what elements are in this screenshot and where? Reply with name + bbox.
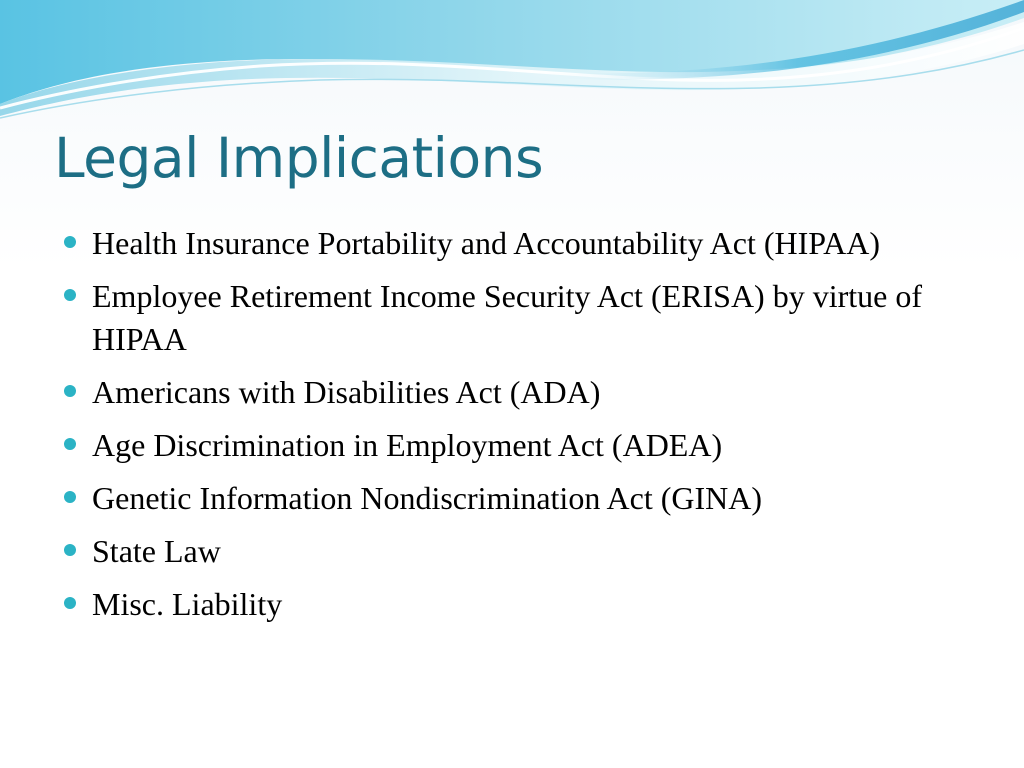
bullet-dot-icon [64,289,76,301]
bullet-text: Age Discrimination in Employment Act (ADEA) [92,427,723,463]
bullet-item-hipaa [62,222,962,265]
bullet-text: Genetic Information Nondiscrimination Act (GINA) [92,480,763,516]
bullet-dot-icon [64,438,76,450]
bullet-item-gina [62,477,962,520]
bullet-item-state-law [62,530,962,573]
bullet-dot-icon [64,544,76,556]
bullet-text: Employee Retirement Income Security Act (ERISA) by virtue of HIPAA [92,278,922,357]
slide-title: Legal Implications [54,126,544,190]
bullet-item-misc-liability [62,583,962,626]
bullet-item-ada [62,371,962,414]
bullet-text: Americans with Disabilities Act (ADA) [92,374,601,410]
bullet-item-adea [62,424,962,467]
bullet-dot-icon [64,491,76,503]
header-wave-decoration [0,0,1024,130]
bullet-item-erisa [62,275,962,361]
bullet-dot-icon [64,597,76,609]
bullet-text: State Law [92,533,221,569]
bullet-text: Health Insurance Portability and Accountability Act (HIPAA) [92,225,880,261]
bullet-dot-icon [64,385,76,397]
bullet-list [62,222,962,636]
bullet-text: Misc. Liability [92,586,283,622]
bullet-dot-icon [64,236,76,248]
